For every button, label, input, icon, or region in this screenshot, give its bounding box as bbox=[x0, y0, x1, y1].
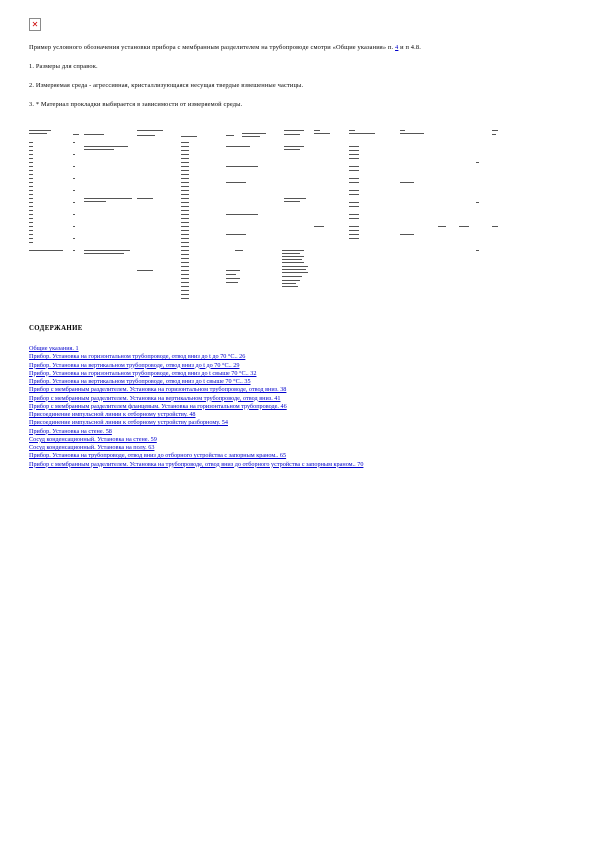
intro-text: Пример условного обозначения установки прибора с мембранным разделителем на трубопроводе смотри «Общие указания» п. bbox=[29, 44, 396, 51]
note-2: 2. Измеряемая среда - агрессивная, кристаллизующаяся несущая твердые взвешенные частицы. bbox=[29, 82, 304, 89]
intro-link[interactable]: 4 bbox=[395, 44, 399, 51]
toc-link[interactable]: Сосуд конденсационный. Установка на полу. 63 bbox=[29, 444, 155, 451]
toc-link[interactable]: Прибор. Установка на вертикальном трубопроводе, отвод вниз до t до 70 °С.. 29 bbox=[29, 361, 240, 369]
note-3: 3. * Материал прокладки выбирается в зависимости от измеряемой среды. bbox=[29, 101, 243, 108]
toc-item bbox=[29, 345, 363, 353]
toc-link[interactable]: Общие указания. 1 bbox=[29, 345, 79, 352]
toc-item bbox=[29, 436, 363, 444]
toc-item bbox=[29, 444, 363, 452]
toc-item bbox=[29, 428, 363, 436]
toc-link[interactable]: Прибор с мембранным разделителем фланцевым. Установка на горизонтальном трубопроводе. 46 bbox=[29, 402, 287, 410]
toc-item bbox=[29, 378, 363, 386]
toc-list bbox=[29, 345, 363, 469]
toc-link[interactable]: Прибор. Установка на вертикальном трубопроводе, отвод вниз до t свыше 70 °С.. 35 bbox=[29, 378, 251, 385]
toc-item bbox=[29, 403, 363, 411]
intro-paragraph bbox=[29, 44, 421, 51]
toc-item bbox=[29, 395, 363, 403]
toc-link[interactable]: Прибор с мембранным разделителем. Установка на горизонтальном трубопроводе, отвод вниз. 38 bbox=[29, 386, 287, 394]
toc-item bbox=[29, 353, 363, 361]
toc-title: СОДЕРЖАНИЕ bbox=[29, 325, 83, 332]
note-1: 1. Размеры для справок. bbox=[29, 63, 98, 70]
broken-image-icon: ✕ bbox=[29, 18, 41, 31]
toc-item bbox=[29, 362, 363, 370]
toc-item bbox=[29, 411, 363, 419]
toc-link[interactable]: Прибор. Установка на горизонтальном трубопроводе, отвод вниз до t до 70 °С.. 26 bbox=[29, 353, 246, 361]
specification-table-image bbox=[29, 128, 509, 304]
toc-item bbox=[29, 461, 363, 469]
toc-link[interactable]: Сосуд конденсационный. Установка на стене. 59 bbox=[29, 435, 157, 443]
toc-link[interactable]: Прибор. Установка на горизонтальном трубопроводе, отвод вниз до t свыше 70 °С.. 32 bbox=[29, 369, 257, 377]
toc-item bbox=[29, 452, 363, 460]
toc-link[interactable]: Прибор. Установка на стене. 58 bbox=[29, 427, 112, 435]
toc-item bbox=[29, 419, 363, 427]
toc-link[interactable]: Присоединение импульсной линии к отборному устройству разборному. 54 bbox=[29, 419, 228, 427]
toc-item bbox=[29, 370, 363, 378]
toc-link[interactable]: Прибор с мембранным разделителем. Установка на вертикальном трубопроводе, отвод вниз. 41 bbox=[29, 394, 281, 402]
toc-item bbox=[29, 386, 363, 394]
toc-link[interactable]: Присоединение импульсной линии к отборному устройству. 48 bbox=[29, 411, 196, 418]
toc-link[interactable]: Прибор. Установка на трубопроводе, отвод вниз до отборного устройства с запорным краном.. 65 bbox=[29, 452, 287, 460]
toc-link[interactable]: Прибор с мембранным разделителем. Установка на трубопроводе, отвод вниз до отборного устройства с запорным краном.. 70 bbox=[29, 460, 364, 468]
intro-text-end: и п 4.8. bbox=[398, 44, 421, 51]
